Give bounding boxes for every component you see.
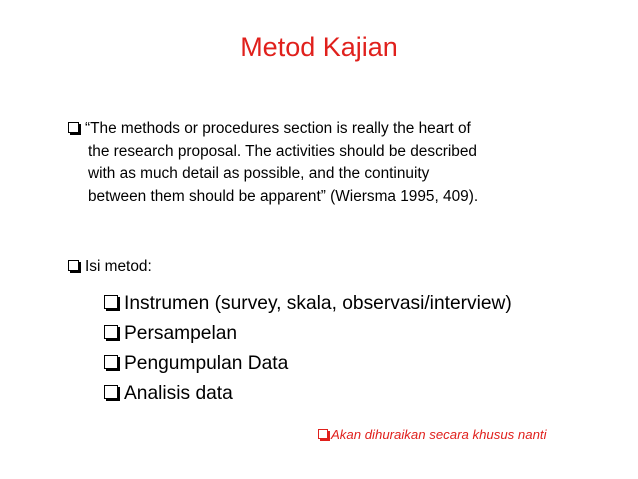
list-item-text: Persampelan (124, 323, 238, 344)
footnote (318, 426, 547, 444)
checkbox-bullet-icon (104, 355, 118, 369)
quote-bullet (68, 118, 608, 208)
quote-line-1 (68, 118, 608, 141)
checkbox-bullet-icon (318, 429, 328, 439)
list-item-text: Pengumpulan Data (124, 353, 289, 374)
quote-line-3: with as much detail as possible, and the continuity (88, 165, 430, 183)
checkbox-bullet-icon (68, 122, 79, 133)
list-item (104, 319, 512, 349)
list-item (104, 379, 512, 409)
quote-line-2: the research proposal. The activities should be described (88, 142, 477, 160)
quote-line-1-text: “The methods or procedures section is really the heart of (85, 120, 471, 137)
list-item-text: Analisis data (124, 383, 233, 404)
method-sublist (104, 289, 512, 409)
checkbox-bullet-icon (68, 260, 79, 271)
checkbox-bullet-icon (104, 295, 118, 309)
list-item-text: Instrumen (survey, skala, observasi/interview) (124, 293, 512, 314)
checkbox-bullet-icon (104, 325, 118, 339)
footnote-text: Akan dihuraikan secara khusus nanti (331, 427, 547, 442)
slide-title: Metod Kajian (240, 32, 398, 62)
checkbox-bullet-icon (104, 385, 118, 399)
isi-metod-label: Isi metod: (85, 258, 152, 275)
list-item (104, 289, 512, 319)
isi-metod-bullet (68, 257, 152, 277)
list-item (104, 349, 512, 379)
quote-line-4: between them should be apparent” (Wiersma 1995, 409). (88, 187, 479, 205)
